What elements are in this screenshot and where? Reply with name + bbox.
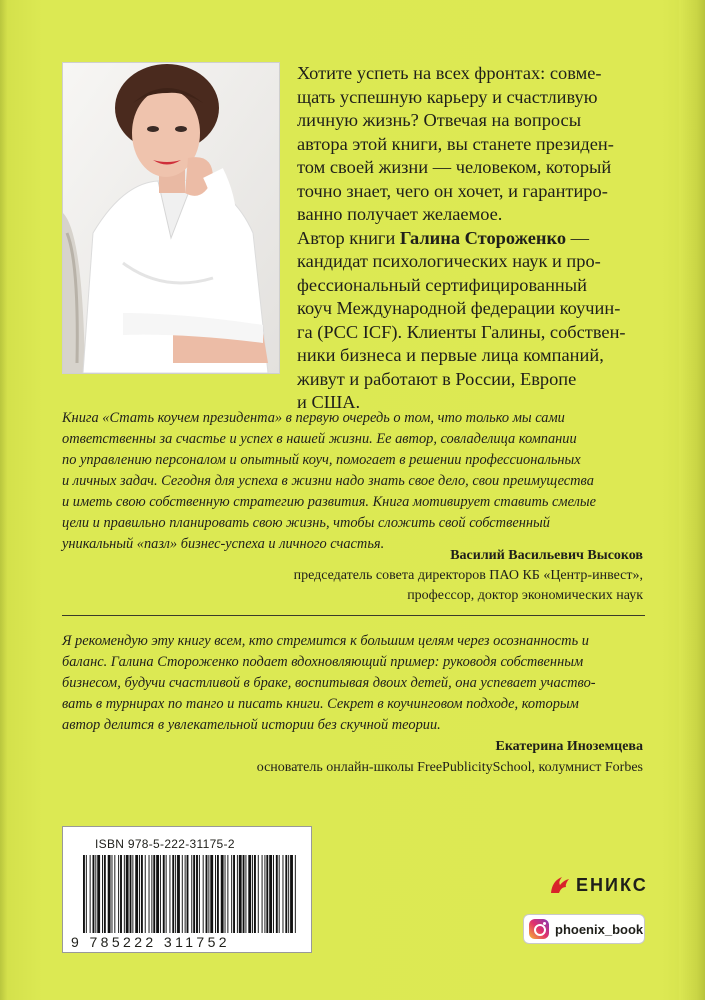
quote-line: по управлению персоналом и опытный коуч, помогает в решении профессиональных [62,452,581,468]
publisher-name: ЕНИКС [576,874,648,895]
intro-line: ванно получает желаемое. [297,204,503,224]
author-photo [62,62,280,374]
instagram-badge [524,915,644,943]
barcode-bar [191,855,192,933]
isbn-text: ISBN 978-5-222-31175-2 [95,837,235,851]
barcode-bar [262,855,263,933]
barcode-bar [215,855,216,933]
book-description [297,62,657,415]
barcode-bar [264,855,265,933]
barcode-bar [95,855,96,933]
barcode-bar [177,855,180,933]
barcode-bar [149,855,150,933]
barcode-bar [166,855,167,933]
barcode-number: 9 785222 311752 [71,934,230,950]
barcode-bar [233,855,235,933]
barcode-bar [185,855,186,933]
reviewer-1-role [294,566,643,606]
intro-line: живут и работают в России, Европе [297,368,577,389]
intro-line: кандидат психологических наук и про- [297,251,601,271]
barcode-bar [108,855,111,933]
barcode-bar [172,855,174,933]
quote-line: Книга «Стать коучем президента» в первую очередь о том, что только мы сами [62,410,565,426]
intro-line: га (PCC ICF). Клиенты Галины, собствен- [297,321,626,342]
barcode-bar [175,855,176,933]
intro-line: личную жизнь? Отвечая на вопросы [297,110,582,130]
cover-right-edge [679,0,705,1000]
reviewer-role-line: председатель совета директоров ПАО КБ «Центр-инвест», [293,568,643,583]
barcode-bar [285,855,287,933]
barcode-bar [160,855,161,933]
intro-line: щать успешную карьеру и счастливую [297,86,598,107]
review-quote-1 [62,408,647,555]
barcode-bar [237,855,238,933]
quote-line: цели и правильно планировать свою жизнь, чтобы сложить свой собственный [62,515,550,531]
barcode-bar [290,855,293,933]
intro-line: автора этой книги, вы станете президен- [297,133,614,154]
review-quote-2 [62,631,647,736]
barcode-bar [239,855,242,933]
reviewer-role-line: профессор, доктор экономических наук [407,588,643,603]
quote-line: Я рекомендую эту книгу всем, кто стремится к большим целям через осознанность и [62,633,589,649]
intro-line: коуч Международной федерации коучин- [297,298,621,318]
barcode-bar [295,855,296,933]
barcode-bar [217,855,219,933]
barcode-bar [225,855,226,933]
barcode-bar [245,855,246,933]
barcode-bar [124,855,125,933]
barcode-bar [86,855,87,933]
barcode-bar [283,855,284,933]
author-prefix: Автор книги [297,227,400,248]
barcode-bar [118,855,119,933]
barcode-bar [269,855,272,933]
instagram-handle: phoenix_book [555,921,644,937]
publisher-logo [548,872,648,898]
intro-line: точно знает, чего он хочет, и гарантиро- [297,180,608,201]
barcode-bar [90,855,91,933]
quote-line: баланс. Галина Стороженко подает вдохновляющий пример: руководя собственным [62,654,584,670]
barcode-bar [126,855,129,933]
barcode-bar [104,855,106,933]
barcode-bar [151,855,152,933]
quote-line: ответственны за счастье и успех в нашей жизни. Ее автор, совладелица компании [62,431,577,447]
reviewer-1-name: Василий Васильевич Высоков [450,548,643,563]
quote-line: автор делится в увлекательной истории без скучной теории. [62,717,441,733]
quote-line: и личных задач. Сегодня для успеха в жизни надо знать свое дело, свои преимущества [62,473,594,489]
barcode-bar [145,855,146,933]
barcode-bar [163,855,165,933]
barcode-bar [182,855,183,933]
barcode-bar [102,855,103,933]
barcode-bar [203,855,204,933]
barcode-bar [243,855,245,933]
isbn-barcode [62,826,312,953]
barcode-bar [83,855,85,933]
author-name: Галина Стороженко [399,227,567,248]
barcode-bar [288,855,289,933]
barcode-bar [254,855,256,933]
barcode-bar [139,855,140,933]
barcode-bar [193,855,195,933]
barcode-bar [258,855,259,933]
barcode-bar [252,855,253,933]
author-suffix: — [566,227,590,248]
barcode-bar [132,855,133,933]
quote-line: вать в турнирах по танго и писать книги. Секрет в коучинговом подходе, которым [62,696,579,712]
intro-line: Хотите успеть на всех фронтах: совме- [297,63,602,83]
barcode-bar [199,855,200,933]
barcode-bar [276,855,278,933]
barcode-bar [156,855,159,933]
intro-line: ники бизнеса и первые лица компаний, [297,345,604,365]
barcode-bar [169,855,170,933]
barcode-bar [266,855,268,933]
barcode-bar [130,855,132,933]
barcode-bar [273,855,274,933]
barcode-bar [153,855,155,933]
barcode-bar [210,855,213,933]
barcode-bar [221,855,224,933]
barcode-bar [120,855,122,933]
section-divider [62,615,645,616]
barcode-bar [208,855,209,933]
barcode-bar [227,855,228,933]
barcode-bars [83,855,297,933]
barcode-bar [248,855,251,933]
reviewer-2-name: Екатерина Иноземцева [495,739,643,754]
barcode-bar [196,855,198,933]
quote-line: бизнесом, будучи счастливой в браке, воспитывая двоих детей, она успевает участво- [62,675,596,691]
barcode-bar [112,855,113,933]
barcode-bar [187,855,189,933]
barcode-bar [135,855,138,933]
cover-left-edge [0,0,8,1000]
barcode-bar [206,855,208,933]
quote-line: уникальный «пазл» бизнес-успеха и личного счастья. [62,536,385,552]
barcode-bar [279,855,280,933]
intro-line: и США. [297,392,361,412]
reviewer-2-role: основатель онлайн-школы FreePublicitySchool, колумнист Forbes [256,760,643,775]
intro-line: том своей жизни — человеком, который [297,157,612,177]
phoenix-bird-icon [548,873,572,897]
barcode-bar [231,855,232,933]
barcode-bar [114,855,115,933]
barcode-bar [93,855,95,933]
quote-line: и иметь свою собственную стратегию развития. Книга мотивирует ставить смелые [62,494,597,510]
instagram-icon [529,919,549,939]
intro-line: фессиональный сертифицированный [297,274,587,295]
barcode-bar [141,855,143,933]
barcode-bar [97,855,100,933]
